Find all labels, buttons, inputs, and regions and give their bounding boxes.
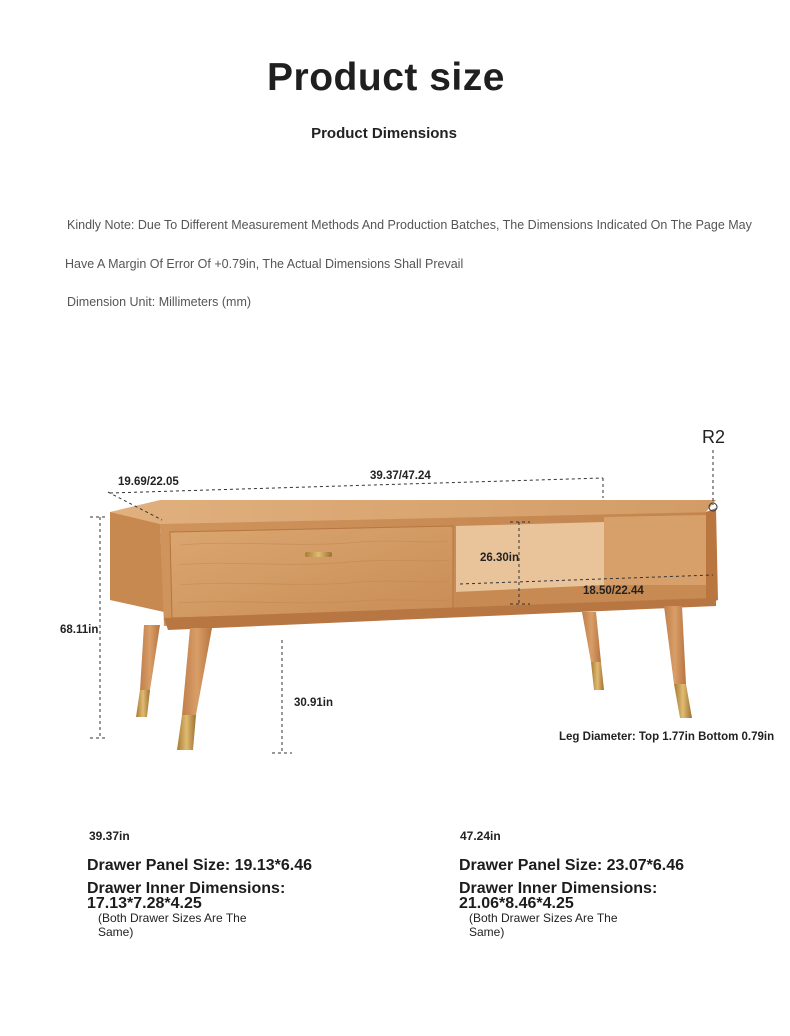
length-label: 39.37/47.24 bbox=[370, 470, 431, 482]
leg-height-label: 30.91in bbox=[294, 697, 333, 709]
page-subtitle: Product Dimensions bbox=[311, 125, 457, 142]
corner-radius-label: R2 bbox=[702, 427, 726, 447]
shelf-height-label: 26.30in bbox=[480, 552, 519, 564]
page-title: Product size bbox=[267, 56, 505, 99]
left-side-panel bbox=[110, 512, 164, 612]
drawer-inner-value: 21.06*8.46*4.25 bbox=[459, 895, 574, 912]
front-left-leg bbox=[177, 628, 212, 750]
drawer-inner-value: 17.13*7.28*4.25 bbox=[87, 895, 202, 912]
note-line-1: Kindly Note: Due To Different Measurement Methods And Production Batches, The Dimensions Indicated On The Page May bbox=[67, 218, 752, 232]
shelf-back-panel bbox=[604, 515, 706, 588]
drawer-front bbox=[170, 526, 453, 618]
back-right-leg bbox=[582, 612, 604, 690]
variant-column-large bbox=[459, 829, 779, 939]
variant-size-label: 47.24in bbox=[460, 829, 501, 843]
drawer-handle bbox=[305, 552, 332, 557]
leg-diameter-label: Leg Diameter: Top 1.77in Bottom 0.79in bbox=[559, 731, 775, 743]
drawer-panel-size: Drawer Panel Size: 23.07*6.46 bbox=[459, 857, 685, 874]
shelf-depth-label: 18.50/22.44 bbox=[583, 585, 644, 597]
open-shelf-opening bbox=[456, 522, 604, 592]
right-end-panel bbox=[706, 508, 718, 604]
drawer-note-line-2: Same) bbox=[469, 925, 505, 939]
drawer-panel-size: Drawer Panel Size: 19.13*6.46 bbox=[87, 857, 313, 874]
drawer-note-line-1: (Both Drawer Sizes Are The bbox=[98, 911, 247, 925]
back-left-leg bbox=[136, 625, 160, 717]
drawer-note-line-1: (Both Drawer Sizes Are The bbox=[469, 911, 618, 925]
front-right-leg bbox=[664, 606, 692, 718]
drawer-note-line-2: Same) bbox=[98, 925, 134, 939]
note-line-2: Have A Margin Of Error Of +0.79in, The Actual Dimensions Shall Prevail bbox=[65, 257, 464, 271]
dimension-unit-note: Dimension Unit: Millimeters (mm) bbox=[67, 295, 252, 309]
variant-column-small bbox=[87, 829, 407, 939]
drawer-inner-title: Drawer Inner Dimensions: bbox=[459, 880, 658, 897]
depth-label: 19.69/22.05 bbox=[118, 476, 179, 488]
variant-size-label: 39.37in bbox=[89, 829, 130, 843]
total-height-label: 68.11in bbox=[60, 624, 99, 636]
drawer-inner-title: Drawer Inner Dimensions: bbox=[87, 880, 286, 897]
